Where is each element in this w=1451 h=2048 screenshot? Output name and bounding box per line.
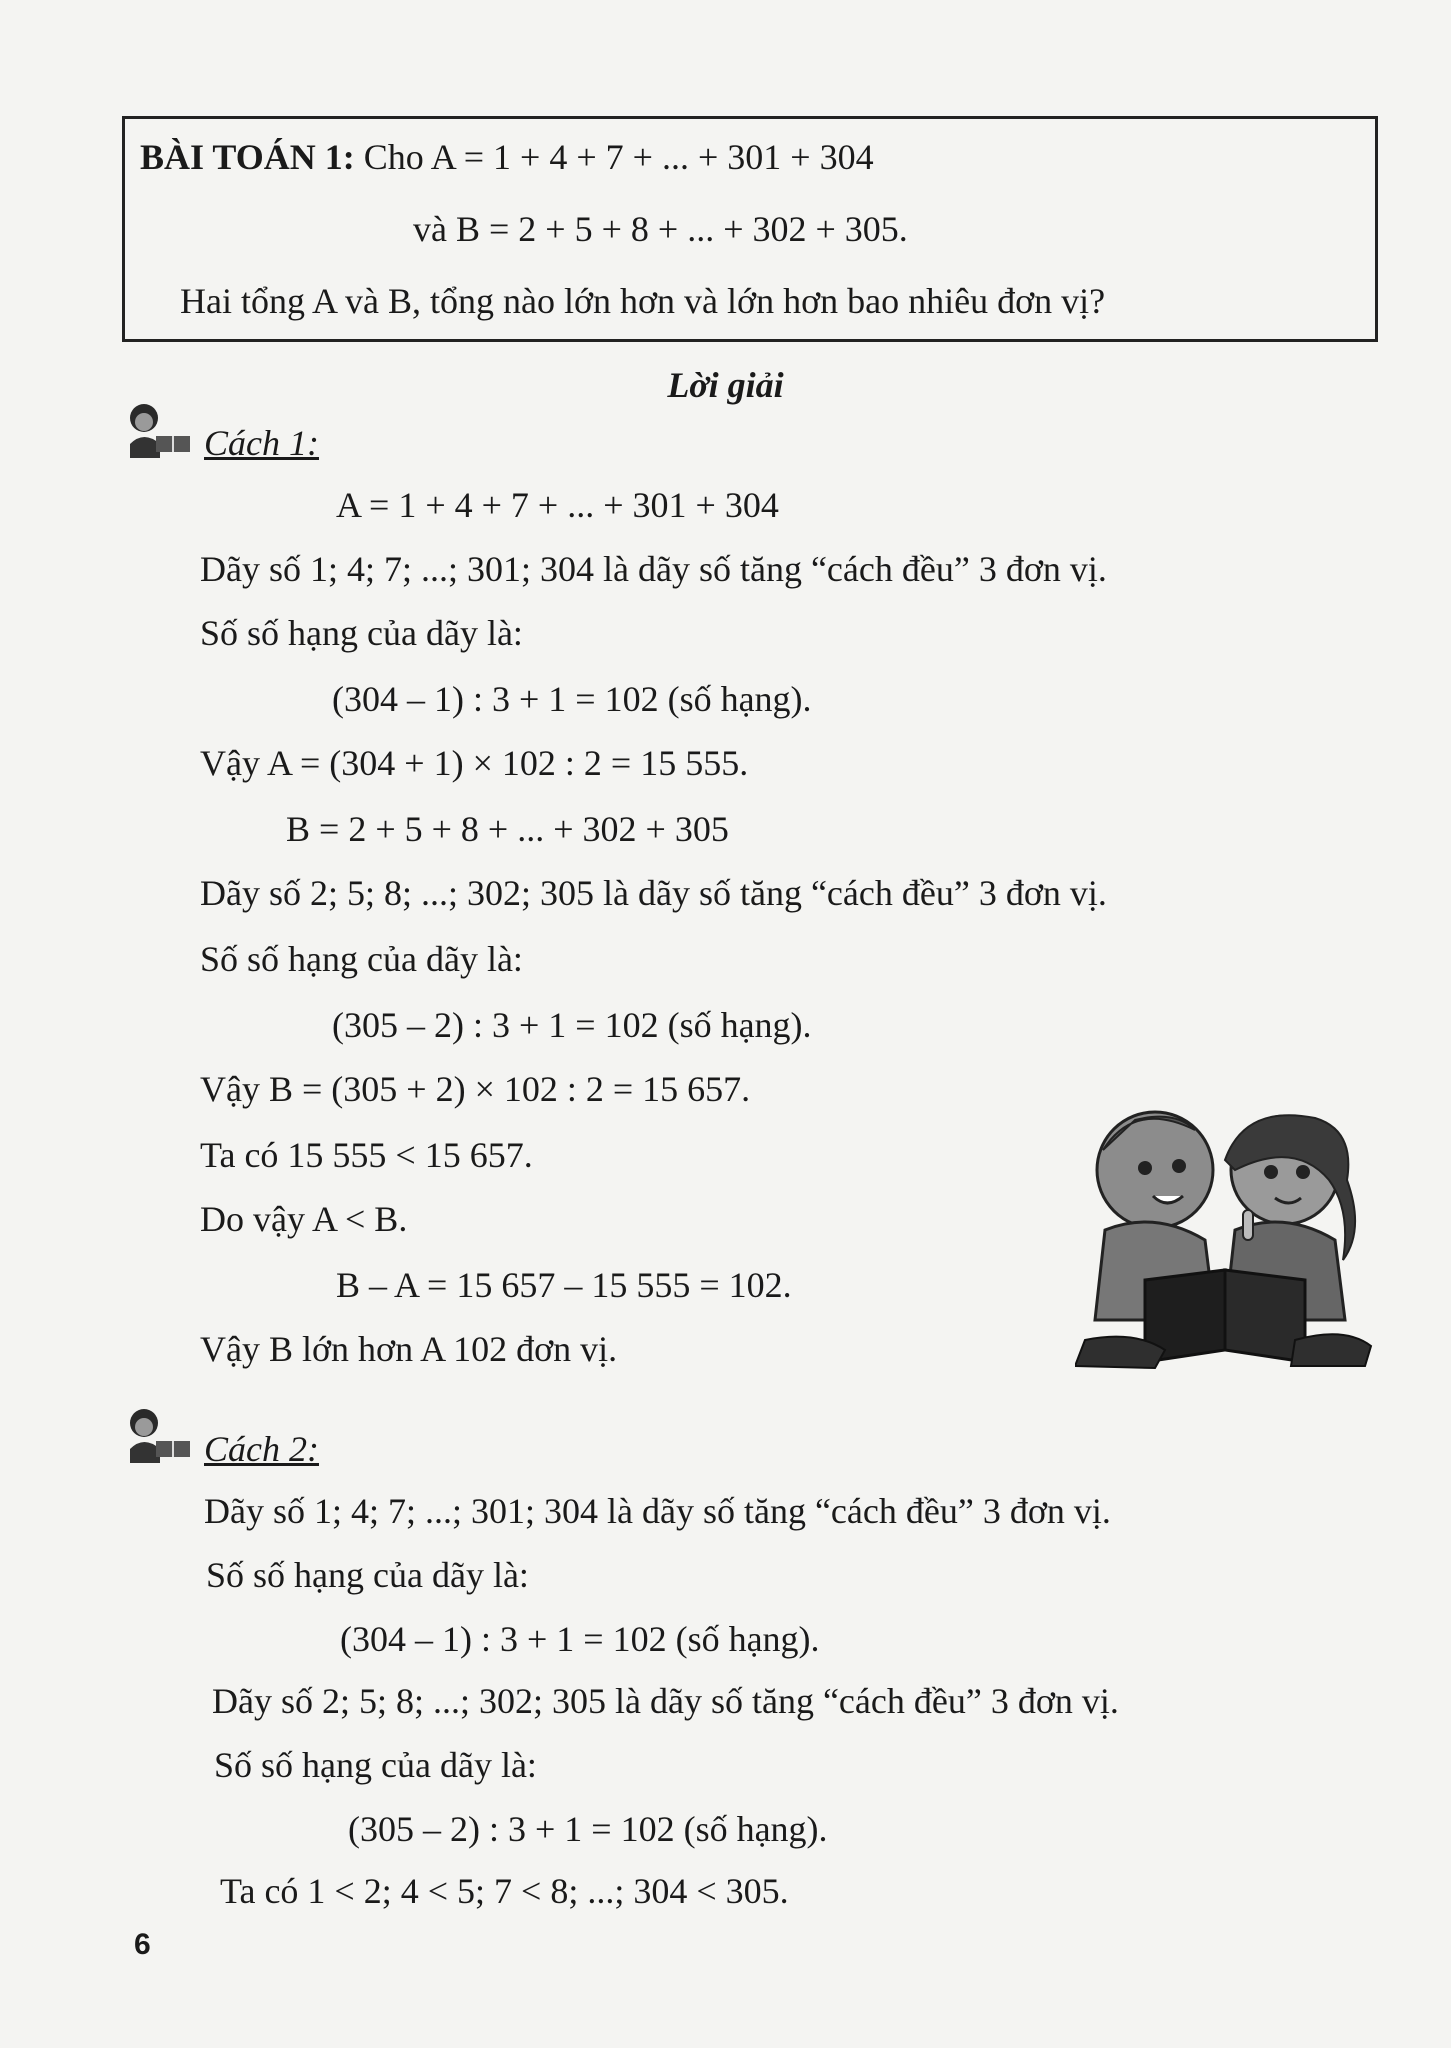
solution-heading: Lời giải: [667, 365, 784, 405]
m1-line-10: Vậy B = (305 + 2) × 102 : 2 = 15 657.: [200, 1069, 751, 1109]
problem-question: Hai tổng A và B, tổng nào lớn hơn và lớn hơn bao nhiêu đơn vị?: [180, 281, 1106, 321]
m2-line-6: (305 – 2) : 3 + 1 = 102 (số hạng).: [348, 1809, 828, 1849]
m1-line-2: Dãy số 1; 4; 7; ...; 301; 304 là dãy số tăng “cách đều” 3 đơn vị.: [200, 549, 1107, 589]
reading-child-icon: [120, 400, 198, 460]
m2-line-4: Dãy số 2; 5; 8; ...; 302; 305 là dãy số tăng “cách đều” 3 đơn vị.: [212, 1681, 1119, 1721]
m2-line-3: (304 – 1) : 3 + 1 = 102 (số hạng).: [340, 1619, 820, 1659]
problem-a-definition: Cho A = 1 + 4 + 7 + ... + 301 + 304: [363, 137, 874, 177]
m1-line-13: B – A = 15 657 – 15 555 = 102.: [336, 1265, 792, 1305]
m1-line-14: Vậy B lớn hơn A 102 đơn vị.: [200, 1329, 618, 1369]
m1-line-5: Vậy A = (304 + 1) × 102 : 2 = 15 555.: [200, 743, 749, 783]
m2-line-1: Dãy số 1; 4; 7; ...; 301; 304 là dãy số tăng “cách đều” 3 đơn vị.: [204, 1491, 1111, 1531]
m1-line-1: A = 1 + 4 + 7 + ... + 301 + 304: [336, 485, 779, 525]
m1-line-8: Số số hạng của dãy là:: [200, 939, 523, 979]
m1-line-11: Ta có 15 555 < 15 657.: [200, 1135, 533, 1175]
children-reading-illustration: [1075, 1100, 1375, 1380]
problem-b-definition: và B = 2 + 5 + 8 + ... + 302 + 305.: [413, 209, 908, 249]
method-2-title: Cách 2:: [204, 1429, 319, 1469]
problem-label: BÀI TOÁN 1:: [140, 137, 355, 177]
m2-line-7: Ta có 1 < 2; 4 < 5; 7 < 8; ...; 304 < 305.: [220, 1871, 789, 1911]
m2-line-2: Số số hạng của dãy là:: [206, 1555, 529, 1595]
m1-line-3: Số số hạng của dãy là:: [200, 613, 523, 653]
problem-line-1: [140, 136, 874, 178]
reading-child-icon: [120, 1405, 198, 1465]
m1-line-12: Do vậy A < B.: [200, 1199, 408, 1239]
m1-line-4: (304 – 1) : 3 + 1 = 102 (số hạng).: [332, 679, 812, 719]
m1-line-6: B = 2 + 5 + 8 + ... + 302 + 305: [286, 809, 729, 849]
page-number: 6: [134, 1928, 151, 1961]
m2-line-5: Số số hạng của dãy là:: [214, 1745, 537, 1785]
m1-line-7: Dãy số 2; 5; 8; ...; 302; 305 là dãy số tăng “cách đều” 3 đơn vị.: [200, 873, 1107, 913]
method-1-title: Cách 1:: [204, 423, 319, 463]
m1-line-9: (305 – 2) : 3 + 1 = 102 (số hạng).: [332, 1005, 812, 1045]
